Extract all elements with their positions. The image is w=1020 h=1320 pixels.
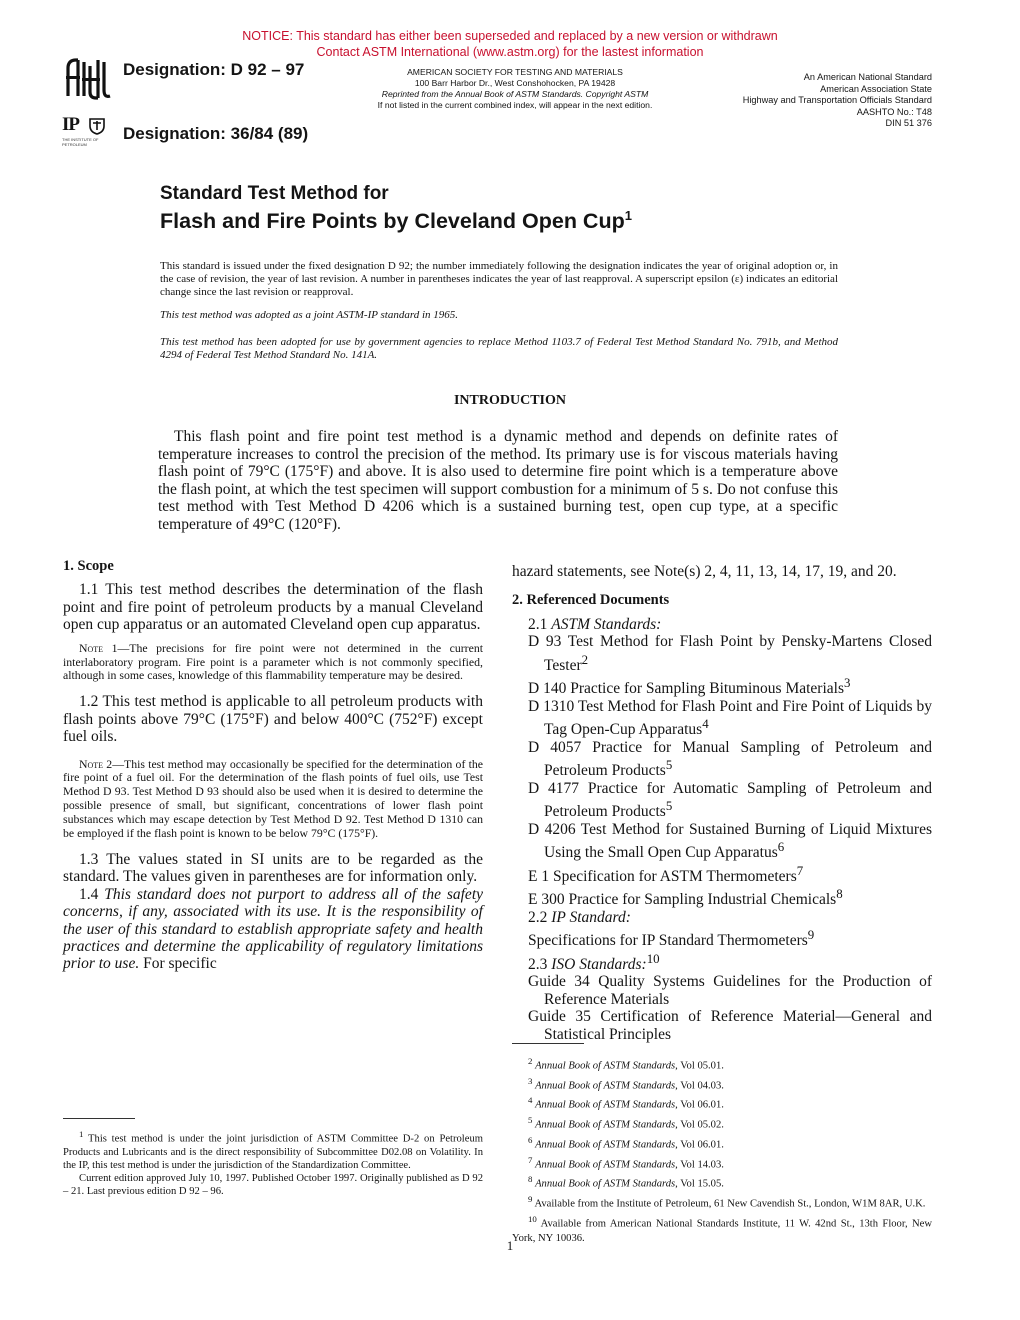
notice-line-2: Contact ASTM International (www.astm.org) for the lastest information [316, 45, 704, 59]
reference-text: D 93 Test Method for Flash Point by Pensky-Martens Closed Tester [528, 633, 932, 674]
publisher-line: Reprinted from the Annual Book of ASTM Standards. Copyright ASTM [381, 89, 649, 99]
footnote-text: Vol 14.03. [677, 1159, 724, 1171]
footnote-1 [63, 1128, 483, 1172]
note-1-text: —The precisions for fire point were not determined in the current interlaboratory program. Fire point is a parameter which is not commonly specified, although in some cases, knowledge of this flammability temperature may be desired. [63, 640, 483, 683]
ip-logo [62, 114, 114, 150]
publisher-block [350, 67, 680, 111]
footnote-source: Annual Book of ASTM Standards, [535, 1178, 678, 1190]
standard-line: An American National Standard [803, 72, 932, 82]
footnote-mark: 6 [528, 1134, 533, 1145]
reference-item [528, 739, 932, 780]
scope-1-4-safety: This standard does not purport to address all of the safety concerns, if any, associated with its use. It is the responsibility of the user of this standard to establish appropriate safety and health practices and determine the applicability of regulatory limitations prior to use. [63, 885, 484, 973]
right-column [512, 563, 932, 1043]
footnote-mark: 5 [528, 1115, 533, 1126]
designation-astm: Designation: D 92 – 97 [123, 60, 305, 79]
reference-item [528, 698, 932, 739]
note-2 [63, 758, 483, 841]
reference-footnote-mark: 5 [665, 798, 673, 814]
ip-standard-heading [512, 909, 932, 926]
reference-item [528, 973, 932, 1008]
reference-text: E 300 Practice for Sampling Industrial Chemicals [528, 891, 837, 909]
reference-footnote-mark: 4 [702, 716, 709, 732]
footnote-text: Vol 06.01. [677, 1100, 724, 1111]
introduction-heading: INTRODUCTION [453, 393, 566, 408]
ip-logo-text: IP [62, 114, 79, 135]
footnote-source: Annual Book of ASTM Standards, [535, 1080, 678, 1092]
reference-footnote-mark: 3 [843, 675, 851, 691]
reference-text: E 1 Specification for ASTM Thermometers [528, 867, 797, 885]
title-text: Flash and Fire Points by Cleveland Open Cup [160, 209, 625, 234]
footnote-item [512, 1133, 932, 1153]
scope-1-1: 1.1 This test method describes the determination of the flash point and fire point of petroleum products by a manual Cleveland open cup apparatus or an automated Cleveland open cup apparatus. [63, 581, 483, 634]
reference-item [528, 674, 932, 698]
left-column [63, 558, 483, 973]
astm-standards-heading [512, 616, 932, 633]
note-1-label: Note 1 [79, 640, 118, 655]
reference-item [528, 1008, 932, 1043]
note-2-label: Note 2 [79, 756, 113, 771]
reference-item [528, 926, 932, 950]
designation-ip: Designation: 36/84 (89) [123, 124, 309, 143]
reference-item [528, 862, 932, 886]
footnote-item [512, 1074, 932, 1094]
section-heading-scope: 1. Scope [63, 558, 114, 574]
footnote-item [512, 1093, 932, 1113]
footnote-source: Annual Book of ASTM Standards, [535, 1119, 678, 1131]
footnote-rule-left [63, 1118, 135, 1119]
footnotes-left [63, 1128, 483, 1199]
designation-explanation: This standard is issued under the fixed designation D 92; the number immediately following the designation indicates the year of original adoption or, in the case of revision, the year of last revision. A number in parentheses indicates the year of last reapproval. A superscript epsilon (ε) indicates an editorial change since the last revision or reapproval. [160, 260, 838, 298]
scope-1-4-number: 1.4 [79, 885, 99, 903]
section-heading-referenced-documents: 2. Referenced Documents [512, 592, 670, 609]
ip-shield-icon [88, 117, 106, 135]
footnote-mark: 8 [528, 1174, 533, 1185]
adoption-statement: This test method was adopted as a joint ASTM-IP standard in 1965. [160, 309, 459, 321]
reference-item [528, 821, 932, 862]
notice-line-1: NOTICE: This standard has either been superseded and replaced by a new version or withdrawn [242, 29, 778, 43]
reference-item [528, 780, 932, 821]
ip-logo-small-text: THE INSTITUTE OF PETROLEUM [62, 137, 99, 147]
footnote-source: Annual Book of ASTM Standards, [535, 1159, 678, 1171]
iso-standards-footnote-mark: 10 [646, 950, 660, 966]
footnote-1-mark: 1 [79, 1129, 84, 1139]
scope-1-3: 1.3 The values stated in SI units are to be regarded as the standard. The values given in parentheses are for information only. [63, 851, 483, 886]
astm-logo [64, 56, 114, 102]
reference-text: D 1310 Test Method for Flash Point and Fire Point of Liquids by Tag Open-Cup Apparatus [528, 697, 932, 739]
reference-item [528, 885, 932, 909]
note-1 [63, 642, 483, 684]
footnote-item [512, 1113, 932, 1133]
reference-footnote-mark: 5 [665, 757, 673, 773]
reference-text: Guide 34 Quality Systems Guidelines for the Production of Reference Materials [528, 973, 932, 1008]
footnote-mark: 4 [528, 1095, 533, 1106]
iso-standards-heading [512, 950, 932, 974]
footnotes-right [512, 1054, 932, 1246]
footnote-item [512, 1153, 932, 1173]
footnote-text: Vol 05.02. [677, 1119, 724, 1131]
title-line-1: Standard Test Method for [160, 183, 389, 204]
government-adoption-statement: This test method has been adopted for use by government agencies to replace Method 1103.7 of Federal Test Method Standard No. 791b, and Method 4294 of Federal Test Method Standard No. 141A. [160, 336, 838, 361]
note-2-text: —This test method may occasionally be specified for the determination of the fire point of a fuel oil. For the determination of the flash points of fuel oils, use Test Method D 93. Test Method D 93 should also be used when it is desired to determine the possible presence of small, but significant, concentrations of lower flash point substances which may escape detection by Test Method D 92. Test Method D 1310 can be employed if the flash point is known to be below 79°C (175°F). [63, 756, 483, 841]
reference-footnote-mark: 2 [581, 651, 589, 667]
footnote-mark: 10 [528, 1213, 537, 1224]
title-footnote-mark: 1 [624, 208, 632, 223]
reference-text: D 140 Practice for Sampling Bituminous Materials [528, 680, 844, 698]
publisher-line: 100 Barr Harbor Dr., West Conshohocken, PA 19428 [414, 78, 616, 88]
astm-logo-icon [64, 56, 114, 102]
title-line-2 [160, 208, 632, 234]
edition-note: Current edition approved July 10, 1997. Published October 1997. Originally published as D 92 – 21. Last previous edition D 92 – 96. [63, 1173, 483, 1198]
footnote-text: Vol 06.01. [677, 1139, 724, 1151]
reference-text: Specifications for IP Standard Thermometers [528, 932, 808, 950]
reference-footnote-mark: 6 [777, 839, 785, 855]
footnote-mark: 2 [528, 1056, 533, 1066]
iso-standards-number: 2.3 [528, 955, 548, 973]
standard-line: DIN 51 376 [885, 118, 932, 128]
standard-line: Highway and Transportation Officials Standard [742, 95, 932, 105]
introduction-body: This flash point and fire point test method is a dynamic method and depends on definite rates of temperature increases to control the precision of the method. Its primary use is for viscous materials having flash point of 79°C (175°F) and above. It is also used to determine fire point which is a temperature above the flash point, at which the test specimen will support combustion for a minimum of 5 s. Do not confuse this test method with Test Method D 4206 which is a sustained burning test, open cup type, at a specific temperature of 49°C (120°F). [158, 428, 838, 533]
ip-standard-number: 2.2 [528, 908, 548, 926]
footnote-1-text: This test method is under the joint jurisdiction of ASTM Committee D-2 on Petroleum Products and Lubricants and is the direct responsibility of Subcommittee D02.08 on Volatility. In the IP, this test method is under the jurisdiction of the Standardization Committee. [63, 1133, 483, 1171]
reference-item [528, 633, 932, 674]
iso-standards-title: ISO Standards: [551, 955, 647, 973]
publisher-line: If not listed in the current combined index, will appear in the next edition. [377, 100, 653, 110]
reference-footnote-mark: 9 [807, 927, 815, 943]
footnote-item [512, 1192, 932, 1212]
footnote-item [512, 1172, 932, 1192]
introduction-text [158, 428, 838, 534]
reference-footnote-mark: 8 [836, 886, 843, 902]
footnote-text: Vol 05.01. [677, 1060, 724, 1072]
scope-1-4-tail: For specific [143, 955, 217, 973]
publisher-line: AMERICAN SOCIETY FOR TESTING AND MATERIALS [407, 67, 623, 77]
footnote-mark: 3 [528, 1075, 533, 1086]
superseded-notice [0, 28, 1020, 60]
iso-standards-list [512, 973, 932, 1043]
ip-standard-title: IP Standard: [551, 908, 631, 926]
standard-line: American Association State [820, 83, 932, 94]
page-number: 1 [506, 1238, 514, 1253]
footnote-source: Annual Book of ASTM Standards, [535, 1060, 678, 1072]
footnote-source: Annual Book of ASTM Standards, [535, 1100, 678, 1111]
standard-line: AASHTO No.: T48 [856, 106, 932, 117]
ip-standards-list [512, 926, 932, 950]
footnote-mark: 9 [528, 1194, 533, 1205]
reference-text: D 4206 Test Method for Sustained Burning of Liquid Mixtures Using the Small Open Cup Apparatus [528, 820, 932, 862]
footnote-text: Vol 15.05. [677, 1178, 724, 1190]
footnote-text: Available from American National Standards Institute, 11 W. 42nd St., 13th Floor, New York, NY 10036. [512, 1218, 932, 1244]
footnote-mark: 7 [528, 1154, 533, 1165]
footnote-rule-right [512, 1043, 584, 1044]
reference-text: D 4057 Practice for Manual Sampling of Petroleum and Petroleum Products [528, 738, 932, 780]
reference-footnote-mark: 7 [796, 862, 804, 878]
reference-text: Guide 35 Certification of Reference Material—General and Statistical Principles [528, 1008, 932, 1043]
astm-standards-title: ASTM Standards: [551, 615, 662, 633]
footnote-text: Available from the Institute of Petroleum, 61 New Cavendish St., London, W1M 8AR, U.K. [534, 1198, 926, 1210]
scope-1-4 [63, 886, 483, 973]
scope-1-2: 1.2 This test method is applicable to all petroleum products with flash points above 79°C (175°F) and below 400°C (752°F) except fuel oils. [63, 693, 483, 746]
footnote-item [512, 1054, 932, 1074]
footnote-source: Annual Book of ASTM Standards, [535, 1139, 678, 1151]
footnote-text: Vol 04.03. [677, 1080, 724, 1092]
reference-text: D 4177 Practice for Automatic Sampling of Petroleum and Petroleum Products [528, 779, 932, 821]
scope-1-4-continued: hazard statements, see Note(s) 2, 4, 11, 13, 14, 17, 19, and 20. [512, 563, 897, 580]
astm-standards-number: 2.1 [528, 615, 548, 633]
national-standard-block [660, 72, 932, 130]
astm-standards-list [512, 633, 932, 909]
